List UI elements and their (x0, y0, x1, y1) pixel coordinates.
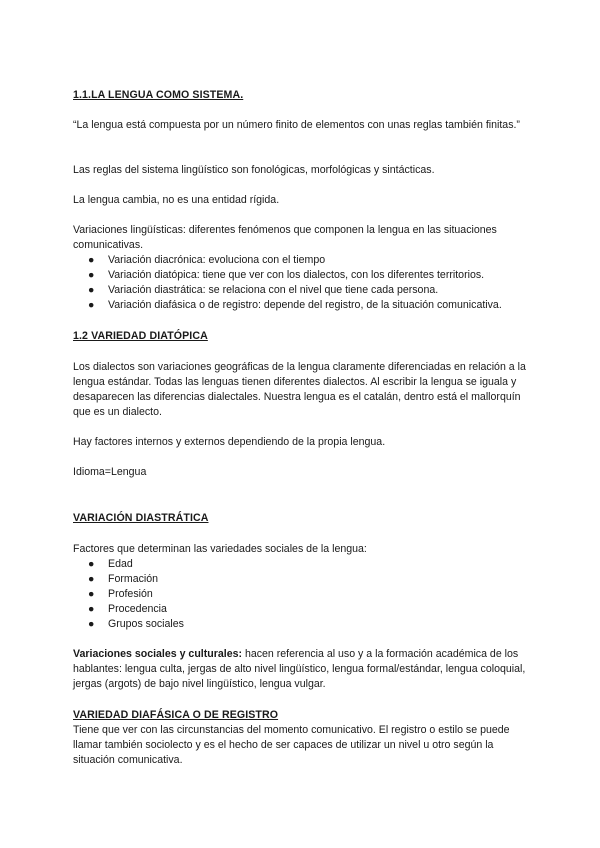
dialects-paragraph: Los dialectos son variaciones geográficas de la lengua claramente diferenciadas en relación a la lengua estándar. Todas las lenguas tienen diferentes dialectos. Al escribir la lengua se iguala y desaparecen las diferencias dialectales. Nuestra lengua es el catalán, dentro está el mallorquín que es un dialecto. (73, 361, 526, 418)
section-heading-lengua-sistema: 1.1.LA LENGUA COMO SISTEMA. (73, 89, 244, 101)
bullet-icon: ● (88, 618, 95, 630)
quote-paragraph: “La lengua está compuesta por un número finito de elementos con unas reglas también finitas.” (73, 119, 520, 131)
bullet-icon: ● (88, 284, 95, 296)
list-item: ● Variación diatópica: tiene que ver con los dialectos, con los diferentes territorios. (88, 269, 485, 281)
variations-list (73, 253, 533, 313)
change-paragraph: La lengua cambia, no es una entidad rígida. (73, 194, 280, 206)
register-paragraph: Tiene que ver con las circunstancias del momento comunicativo. El registro o estilo se puede llamar también sociolecto y es el hecho de ser capaces de utilizar un nivel u otro según la situación comunicativa. (73, 724, 510, 766)
variations-intro-paragraph: Variaciones lingüísticas: diferentes fenómenos que componen la lengua en las situaciones comunicativas. (73, 224, 497, 251)
bullet-icon: ● (88, 254, 95, 266)
section-heading-variacion-diastratica: VARIACIÓN DIASTRÁTICA (73, 512, 209, 524)
list-item: ● Variación diastrática: se relaciona con el nivel que tiene cada persona. (88, 284, 439, 296)
factors-paragraph: Hay factores internos y externos dependiendo de la propia lengua. (73, 436, 386, 448)
bullet-icon: ● (88, 573, 95, 585)
social-factors-intro: Factores que determinan las variedades sociales de la lengua: (73, 543, 367, 555)
bullet-icon: ● (88, 299, 95, 311)
bullet-icon: ● (88, 269, 95, 281)
list-item: ● Grupos sociales (88, 618, 184, 630)
section-heading-variedad-diafasica: VARIEDAD DIAFÁSICA O DE REGISTRO (73, 709, 279, 721)
list-item: ● Variación diafásica o de registro: depende del registro, de la situación comunicativa. (88, 299, 502, 311)
bullet-icon: ● (88, 588, 95, 600)
idioma-paragraph: Idioma=Lengua (73, 466, 147, 478)
social-variations-term: Variaciones sociales y culturales: (73, 648, 243, 660)
section-heading-variedad-diatopica: 1.2 VARIEDAD DIATÓPICA (73, 330, 208, 342)
social-factors-list (73, 557, 533, 632)
list-item: ● Edad (88, 558, 133, 570)
social-variations-paragraph: Variaciones sociales y culturales: hacen referencia al uso y a la formación académica de los hablantes: lengua culta, jergas de alto nivel lingüístico, lengua formal/estándar, lengua coloquial, jergas (argots) de bajo nivel lingüístico, lengua vulgar. (73, 648, 526, 690)
bullet-icon: ● (88, 603, 95, 615)
list-item: ● Formación (88, 573, 159, 585)
list-item: ● Profesión (88, 588, 153, 600)
rules-paragraph: Las reglas del sistema lingüístico son fonológicas, morfológicas y sintácticas. (73, 164, 435, 176)
list-item: ● Procedencia (88, 603, 167, 615)
bullet-icon: ● (88, 558, 95, 570)
list-item: ● Variación diacrónica: evoluciona con el tiempo (88, 254, 326, 266)
